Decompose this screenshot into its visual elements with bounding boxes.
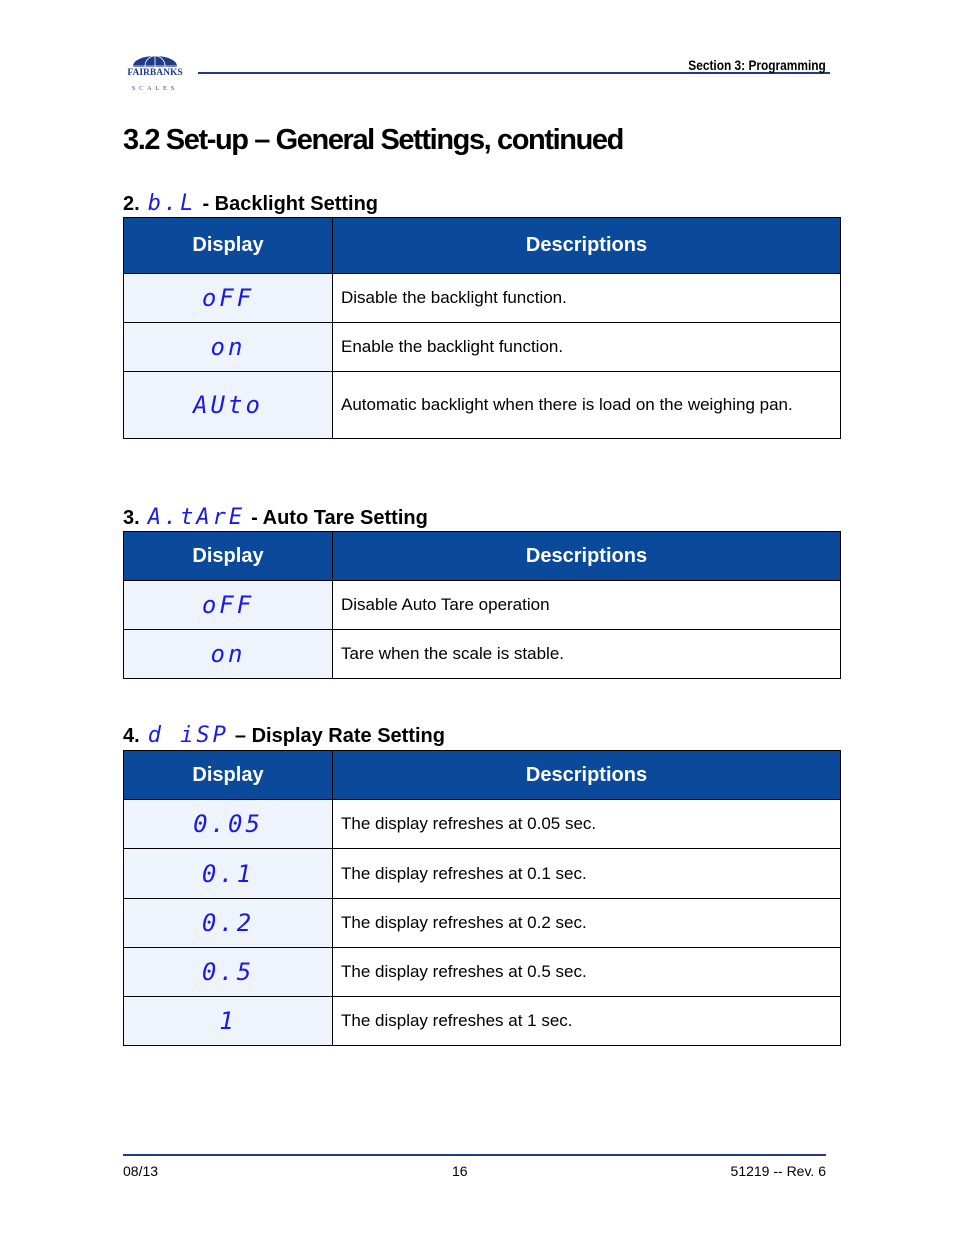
display-value: on <box>124 630 333 679</box>
fairbanks-logo <box>122 54 188 98</box>
table-row <box>124 372 841 439</box>
table-header-row <box>124 532 841 581</box>
description: Enable the backlight function. <box>333 323 841 372</box>
description: Disable the backlight function. <box>333 274 841 323</box>
display-value: 1 <box>124 997 333 1046</box>
backlight-table <box>123 217 841 439</box>
table-row <box>124 274 841 323</box>
table-row <box>124 899 841 948</box>
footer-rule <box>123 1154 826 1156</box>
display-value: oFF <box>124 581 333 630</box>
table-row <box>124 323 841 372</box>
column-header-display: Display <box>124 218 333 274</box>
display-value: AUto <box>124 372 333 439</box>
svg-text:FAIRBANKS: FAIRBANKS <box>127 68 183 78</box>
table-row <box>124 849 841 899</box>
footer-date: 08/13 <box>123 1163 159 1179</box>
table-row <box>124 948 841 997</box>
column-header-descriptions: Descriptions <box>333 751 841 800</box>
displayrate-title: – Display Rate Setting <box>234 725 445 747</box>
column-header-display: Display <box>124 751 333 800</box>
display-value: 0.05 <box>124 800 333 849</box>
autotare-heading <box>123 505 428 530</box>
description: Automatic backlight when there is load on the weighing pan. <box>333 372 841 439</box>
section-label: Section 3: Programming <box>688 57 826 73</box>
autotare-number: 3. <box>123 507 140 529</box>
display-value: 0.2 <box>124 899 333 948</box>
autotare-code: A.tArE <box>147 505 246 530</box>
backlight-code: b.L <box>147 191 197 216</box>
table-row <box>124 581 841 630</box>
display-value: on <box>124 323 333 372</box>
displayrate-number: 4. <box>123 725 140 747</box>
column-header-descriptions: Descriptions <box>333 532 841 581</box>
description: The display refreshes at 0.05 sec. <box>333 800 841 849</box>
displayrate-heading <box>123 723 445 748</box>
display-value: oFF <box>124 274 333 323</box>
description: The display refreshes at 0.2 sec. <box>333 899 841 948</box>
footer-page-number: 16 <box>452 1163 468 1179</box>
page-title: 3.2 Set-up – General Settings, continued <box>123 124 623 156</box>
backlight-title: - Backlight Setting <box>202 193 379 215</box>
table-header-row <box>124 751 841 800</box>
description: Tare when the scale is stable. <box>333 630 841 679</box>
description: Disable Auto Tare operation <box>333 581 841 630</box>
table-row <box>124 630 841 679</box>
backlight-number: 2. <box>123 193 140 215</box>
table-header-row <box>124 218 841 274</box>
backlight-heading <box>123 191 378 216</box>
display-value: 0.5 <box>124 948 333 997</box>
autotare-title: - Auto Tare Setting <box>251 507 428 529</box>
svg-text:SCALES: SCALES <box>131 86 179 92</box>
column-header-descriptions: Descriptions <box>333 218 841 274</box>
column-header-display: Display <box>124 532 333 581</box>
table-row <box>124 800 841 849</box>
description: The display refreshes at 1 sec. <box>333 997 841 1046</box>
display-value: 0.1 <box>124 849 333 899</box>
displayrate-code: d iSP <box>147 723 229 748</box>
autotare-table <box>123 531 841 679</box>
description: The display refreshes at 0.5 sec. <box>333 948 841 997</box>
description: The display refreshes at 0.1 sec. <box>333 849 841 899</box>
footer-document-revision: 51219 -- Rev. 6 <box>730 1163 826 1179</box>
table-row <box>124 997 841 1046</box>
displayrate-table <box>123 750 841 1046</box>
